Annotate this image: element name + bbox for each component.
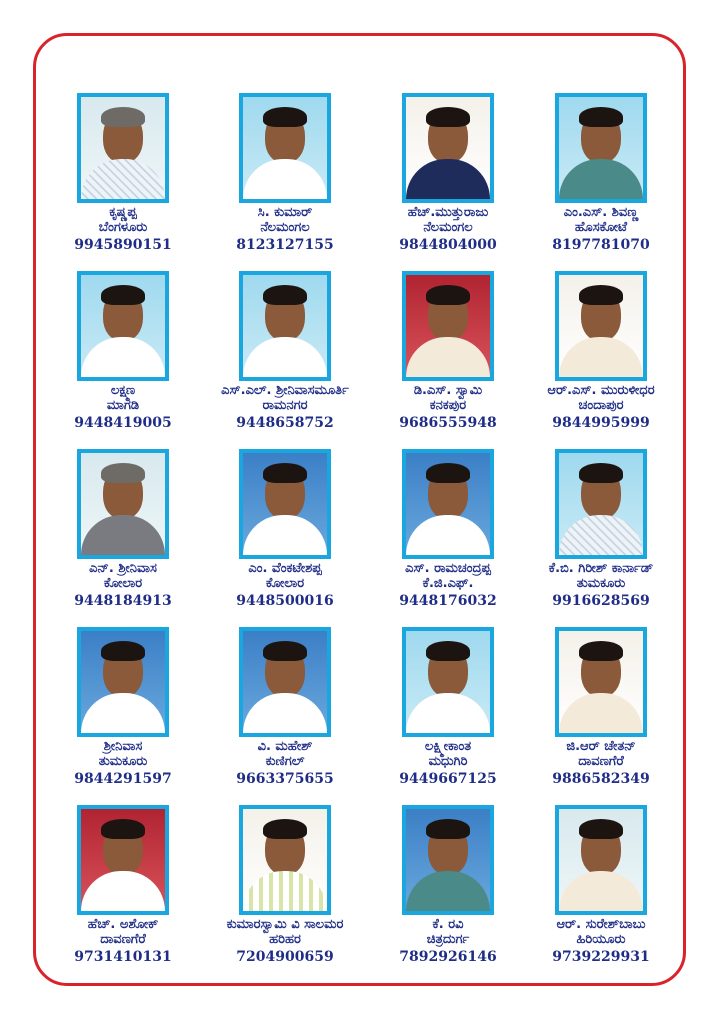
member-photo: [239, 805, 331, 915]
member-name: ಆರ್.ಎಸ್. ಮುರುಳೀಧರ: [547, 383, 655, 398]
member-photo: [555, 449, 647, 559]
member-place: ಕನಕಪುರ: [429, 397, 467, 413]
member-photo: [77, 627, 169, 737]
member-photo: [239, 449, 331, 559]
member-photo: [239, 93, 331, 203]
member-place: ಕೋಲಾರ: [265, 575, 305, 591]
member-place: ಹೊಸಕೋಟೆ: [574, 219, 628, 235]
member-name: ವಿ. ಮಹೇಶ್: [257, 739, 313, 754]
member-card: [38, 449, 208, 609]
member-place: ದಾವಣಗೆರೆ: [578, 753, 624, 769]
member-place: ಹರಿಹರ: [269, 931, 301, 947]
member-card: [200, 93, 370, 253]
member-photo: [239, 271, 331, 381]
member-phone: 9945890151: [74, 236, 172, 253]
member-place: ಕುಣಿಗಲ್: [265, 753, 305, 769]
member-phone: 9886582349: [552, 770, 650, 787]
member-phone: 8197781070: [552, 236, 650, 253]
member-card: [38, 627, 208, 787]
member-card: [200, 449, 370, 609]
member-phone: 8123127155: [236, 236, 334, 253]
member-name: ಕೃಷ್ಣಪ್ಪ: [109, 205, 137, 220]
member-place: ಮಾಗಡಿ: [106, 397, 140, 413]
member-photo: [402, 271, 494, 381]
member-phone: 7892926146: [399, 948, 497, 965]
member-photo: [77, 93, 169, 203]
member-name: ಆರ್. ಸುರೇಶ್‌ಬಾಬು: [556, 917, 646, 932]
member-name: ಕೆ. ರವಿ: [432, 917, 464, 932]
member-card: [516, 449, 686, 609]
member-card: [200, 805, 370, 965]
member-card: [200, 627, 370, 787]
member-place: ದಾವಣಗೆರೆ: [100, 931, 146, 947]
member-name: ಹೆಚ್.ಮುತ್ತುರಾಜು: [407, 205, 489, 220]
member-name: ಕುಮಾರಸ್ವಾಮಿ ವಿ ಸಾಲಮರ: [226, 917, 344, 932]
member-place: ರಾಮನಗರ: [262, 397, 308, 413]
member-place: ಚಿತ್ರದುರ್ಗ: [426, 931, 470, 947]
member-card: [38, 805, 208, 965]
member-place: ತುಮಕೂರು: [98, 753, 148, 769]
member-photo: [555, 93, 647, 203]
member-name: ಎಂ.ಎಸ್. ಶಿವಣ್ಣ: [563, 205, 639, 220]
member-photo: [555, 271, 647, 381]
member-card: [363, 271, 533, 431]
member-name: ಎಂ. ವೆಂಕಟೇಶಪ್ಪ: [248, 561, 322, 576]
member-phone: 9449667125: [399, 770, 497, 787]
member-phone: 9739229931: [552, 948, 650, 965]
member-place: ಚಂದಾಪುರ: [578, 397, 624, 413]
member-photo: [402, 805, 494, 915]
member-photo: [77, 449, 169, 559]
member-card: [516, 627, 686, 787]
member-place: ಬೆಂಗಳೂರು: [98, 219, 148, 235]
member-card: [516, 271, 686, 431]
member-phone: 9844995999: [552, 414, 650, 431]
member-place: ಕೆ.ಜಿ.ಎಫ್.: [422, 575, 474, 591]
member-place: ತುಮಕೂರು: [576, 575, 626, 591]
member-name: ಸಿ. ಕುಮಾರ್: [257, 205, 313, 220]
member-phone: 7204900659: [236, 948, 334, 965]
member-photo: [402, 449, 494, 559]
member-phone: 9448419005: [74, 414, 172, 431]
member-name: ಶ್ರೀನಿವಾಸ: [103, 739, 143, 754]
member-place: ನೆಲಮಂಗಲ: [260, 219, 310, 235]
member-phone: 9448658752: [236, 414, 334, 431]
member-card: [516, 805, 686, 965]
member-name: ಎಸ್. ರಾಮಚಂದ್ರಪ್ಪ: [405, 561, 491, 576]
member-photo: [77, 805, 169, 915]
member-phone: 9663375655: [236, 770, 334, 787]
member-card: [38, 93, 208, 253]
member-phone: 9844291597: [74, 770, 172, 787]
member-card: [363, 627, 533, 787]
member-photo: [239, 627, 331, 737]
member-name: ಕೆ.ಬಿ. ಗಿರೀಶ್ ಕಾರ್ನಾಡ್: [548, 561, 654, 576]
member-phone: 9844804000: [399, 236, 497, 253]
member-phone: 9916628569: [552, 592, 650, 609]
member-phone: 9448500016: [236, 592, 334, 609]
member-phone: 9448176032: [399, 592, 497, 609]
member-photo: [402, 93, 494, 203]
member-card: [38, 271, 208, 431]
member-photo: [555, 627, 647, 737]
member-card: [516, 93, 686, 253]
member-place: ಹಿರಿಯೂರು: [576, 931, 626, 947]
member-phone: 9686555948: [399, 414, 497, 431]
member-photo: [555, 805, 647, 915]
member-name: ಡಿ.ಎಸ್. ಸ್ವಾಮಿ: [413, 383, 483, 398]
member-name: ಎಸ್.ಎಲ್. ಶ್ರೀನಿವಾಸಮೂರ್ತಿ: [221, 383, 349, 398]
member-phone: 9448184913: [74, 592, 172, 609]
member-photo: [402, 627, 494, 737]
member-place: ನೆಲಮಂಗಲ: [423, 219, 473, 235]
member-name: ಹೆಚ್. ಅಶೋಕ್: [87, 917, 159, 932]
member-phone: 9731410131: [74, 948, 172, 965]
member-place: ಮಧುಗಿರಿ: [428, 753, 468, 769]
member-name: ಲಕ್ಷ್ಮಣ: [110, 383, 136, 398]
member-name: ಲಕ್ಷ್ಮೀಕಾಂತ: [424, 739, 472, 754]
member-card: [363, 449, 533, 609]
member-card: [363, 93, 533, 253]
member-name: ಎನ್. ಶ್ರೀನಿವಾಸ: [89, 561, 157, 576]
member-card: [200, 271, 370, 431]
member-place: ಕೋಲಾರ: [103, 575, 143, 591]
member-card: [363, 805, 533, 965]
member-photo: [77, 271, 169, 381]
member-name: ಜಿ.ಆರ್ ಚೇತನ್: [566, 739, 636, 754]
